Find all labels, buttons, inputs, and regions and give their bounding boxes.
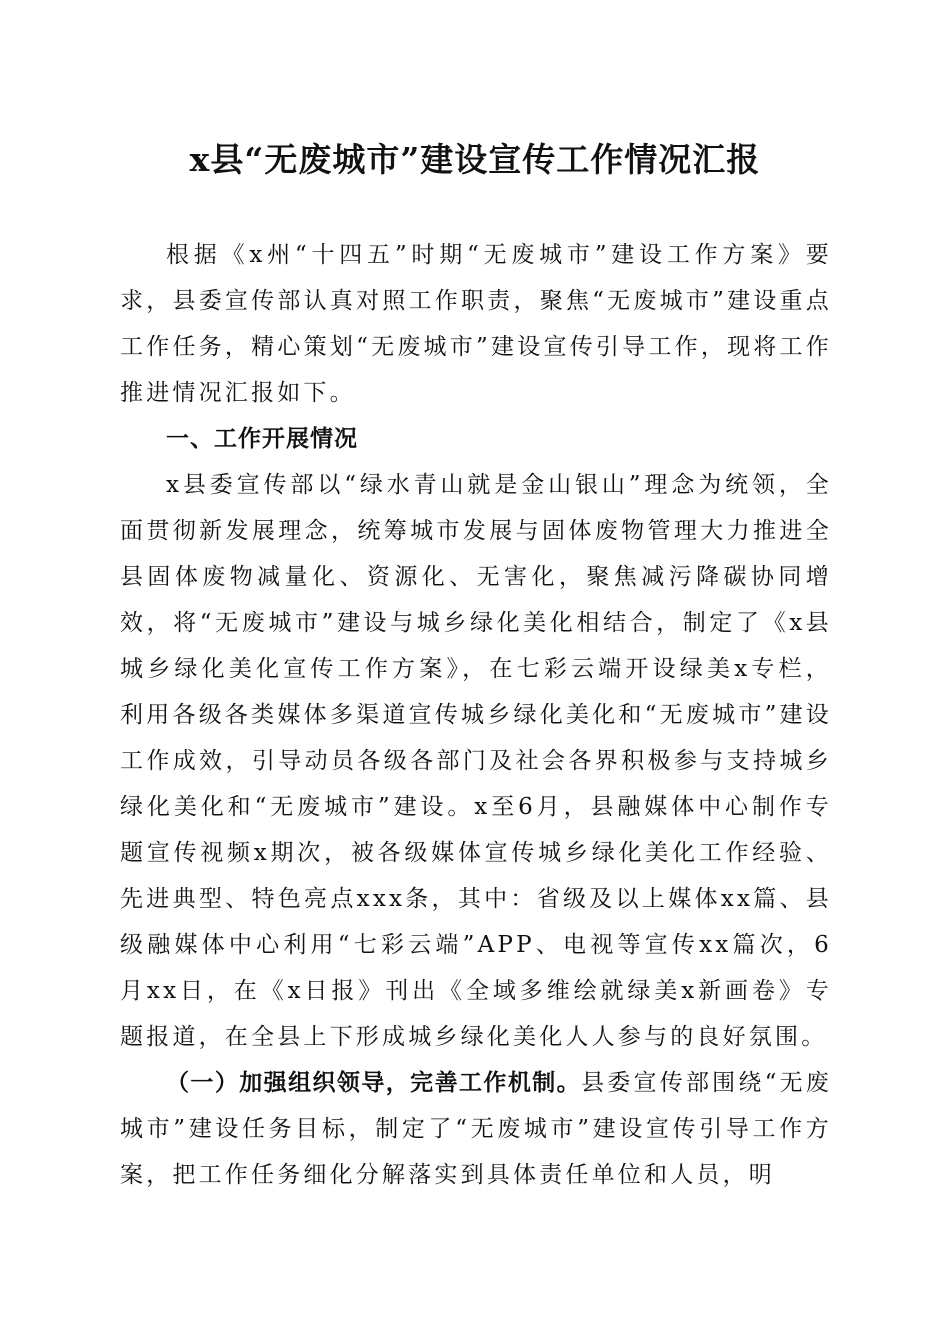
section-paragraph-work-progress: x县委宣传部以“绿水青山就是金山银山”理念为统领，全面贯彻新发展理念，统筹城市发展与固体废物管理大力推进全县固体废物减量化、资源化、无害化，聚焦减污降碳协同增效，将“无废城市”建设与城乡绿化美化相结合，制定了《x县城乡绿化美化宣传工作方案》，在七彩云端开设绿美x专栏，利用各级各类媒体多渠道宣传城乡绿化美化和“无废城市”建设工作成效，引导动员各级各部门及社会各界积极参与支持城乡绿化美化和“无废城市”建设。x至6月，县融媒体中心制作专题宣传视频x期次，被各级媒体宣传城乡绿化美化工作经验、先进典型、特色亮点xxx条，其中：省级及以上媒体xx篇、县级融媒体中心利用“七彩云端”APP、电视等宣传xx篇次，6月xx日，在《x日报》刊出《全域多维绘就绿美x新画卷》专题报道，在全县上下形成城乡绿化美化人人参与的良好氛围。 <box>120 472 832 1050</box>
document-title: x县“无废城市”建设宣传工作情况汇报 <box>189 140 761 179</box>
subsection-body-organization: 县委宣传部围绕“无废城市”建设任务目标，制定了“无废城市”建设宣传引导工作方案，把工作任务细化分解落实到具体责任单位和人员，明 <box>120 1070 832 1188</box>
document-body <box>120 232 832 1198</box>
section-heading-work-progress: 一、工作开展情况 <box>166 426 358 452</box>
subsection-lead-organization: （一）加强组织领导，完善工作机制。 <box>166 1070 582 1096</box>
subsection-paragraph-organization <box>120 1060 832 1198</box>
intro-paragraph: 根据《x州“十四五”时期“无废城市”建设工作方案》要求，县委宣传部认真对照工作职责，聚焦“无废城市”建设重点工作任务，精心策划“无废城市”建设宣传引导工作，现将工作推进情况汇报如下。 <box>120 242 832 406</box>
